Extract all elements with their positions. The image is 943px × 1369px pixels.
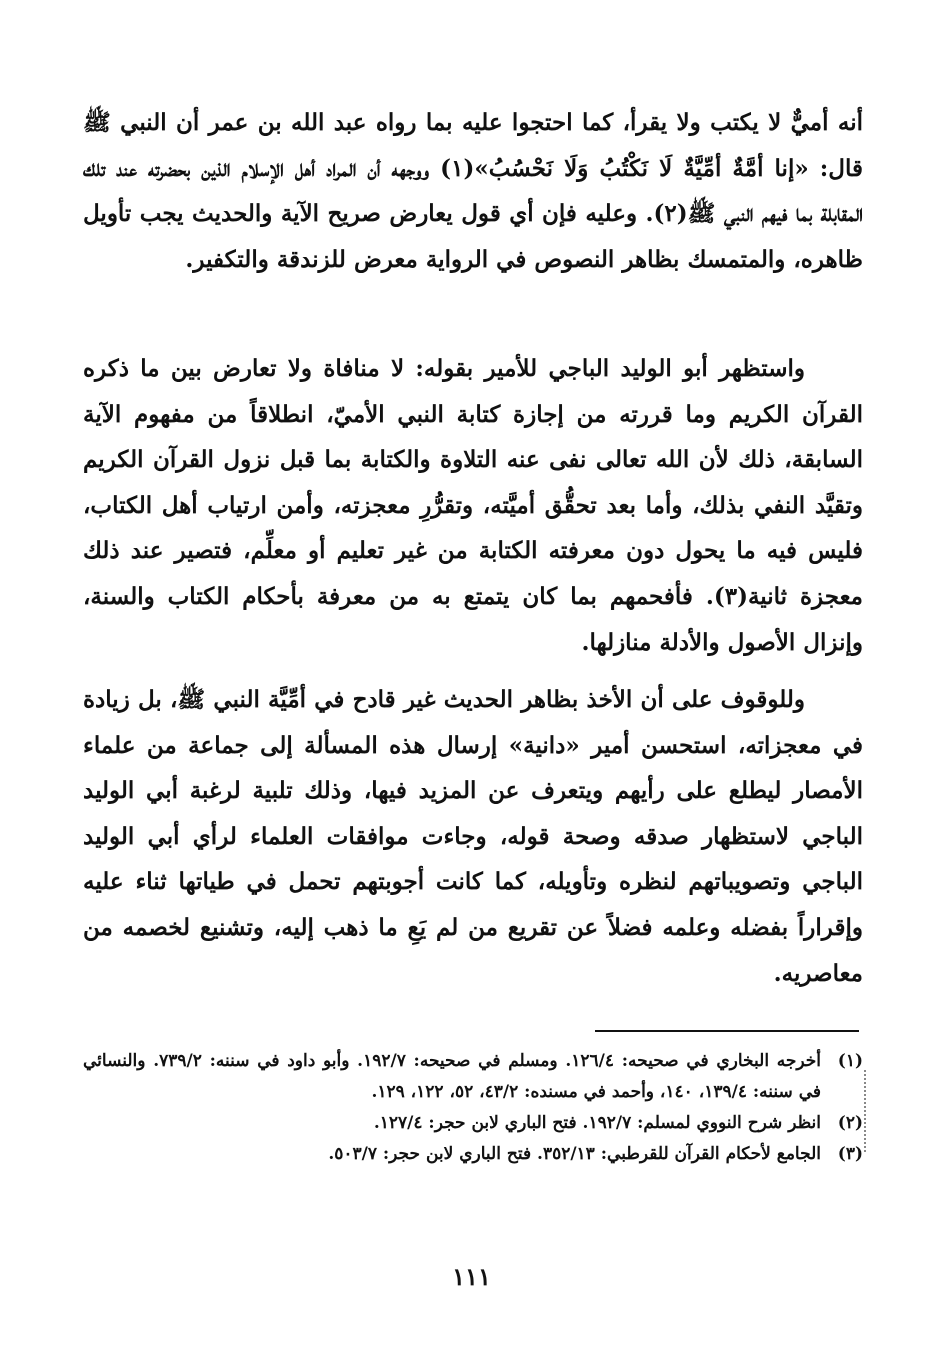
footnotes [83,1046,863,1170]
paragraph-1: أنه أميٌّ لا يكتب ولا يقرأ، كما احتجوا عليه بما رواه عبد الله بن عمر أن النبي ﷺ قال: «إنا أمَّةٌ أمِّيَّةٌ لَا نَكْتُبُ وَلَا نَحْسُبُ»(١) ووجهه أن المراد أهل الإسلام الذين بحضرته عند تلك المقابلة بما فيهم النبي ﷺ(٢). وعليه فإن أي قول يعارض صريح الآية والحديث يجب تأويل ظاهره، والمتمسك بظاهر النصوص في الرواية معرض للزندقة والتكفير. [83,109,864,273]
footnote-divider [595,1030,859,1032]
footnote-1 [83,1046,863,1108]
footnote-1-number: (١) [837,1051,863,1071]
footnote-3-number: (٣) [837,1144,863,1164]
footnote-2-number: (٢) [837,1113,863,1133]
footnote-2 [83,1108,863,1139]
footnote-3 [83,1139,863,1170]
page-number: ١١١ [452,1262,491,1291]
scan-edge-mark [864,1070,866,1152]
paragraph-3: وللوقوف على أن الأخذ بظاهر الحديث غير قادح في أمِّيَّة النبي ﷺ، بل زيادة في معجزاته، استحسن أمير «دانية» إرسال هذه المسألة إلى جماعة من علماء الأمصار ليطلع على رأيهم ويتعرف عن المزيد فيها، وذلك تلبية لرغبة أبي الوليد الباجي لاستظهار صدقه وصحة قوله، وجاءت موافقات العلماء لرأي أبي الوليد الباجي وتصويباتهم لنظره وتأويله، كما كانت أجوبتهم تحمل في طياتها ثناء عليه وإقراراً بفضله وعلمه فضلاً عن تقريع من لم يَعِ ما ذهب إليه، وتشنيع لخصمه من معاصريه. [83,686,863,987]
paragraph-2: واستظهر أبو الوليد الباجي للأمير بقوله: لا منافاة ولا تعارض بين ما ذكره القرآن الكريم وما قررته من إجازة كتابة النبي الأميّ، انطلاقاً من مفهوم الآية السابقة، ذلك لأن الله تعالى نفى عنه التلاوة والكتابة بما قبل نزول القرآن الكريم وتقيَّد النفي بذلك، وأما بعد تحقُّق أميَّته، وتقرُّرِ معجزته، وأمن ارتياب أهل الكتاب، فليس فيه ما يحول دون معرفته الكتابة من غير تعليم أو معلِّم، فتصير عند ذلك معجزة ثانية(٣). فأفحمهم بما كان يتمتع به من معرفة بأحكام الكتاب والسنة، وإنزال الأصول والأدلة منازلها. [83,355,864,656]
footnote-3-text: الجامع لأحكام القرآن للقرطبي: ٣٥٢/١٣. فتح الباري لابن حجر: ٥٠٣/٧. [328,1144,821,1164]
footnote-1-text: أخرجه البخاري في صحيحه: ١٢٦/٤. ومسلم في صحيحه: ١٩٢/٧. وأبو داود في سننه: ٧٣٩/٢. والنسائي في سننه: ١٣٩/٤، ١٤٠، وأحمد في مسنده: ٤٣/٢، ٥٢، ١٢٢، ١٢٩. [83,1051,822,1102]
footnote-2-text: انظر شرح النووي لمسلم: ١٩٢/٧. فتح الباري لابن حجر: ١٢٧/٤. [373,1113,821,1133]
